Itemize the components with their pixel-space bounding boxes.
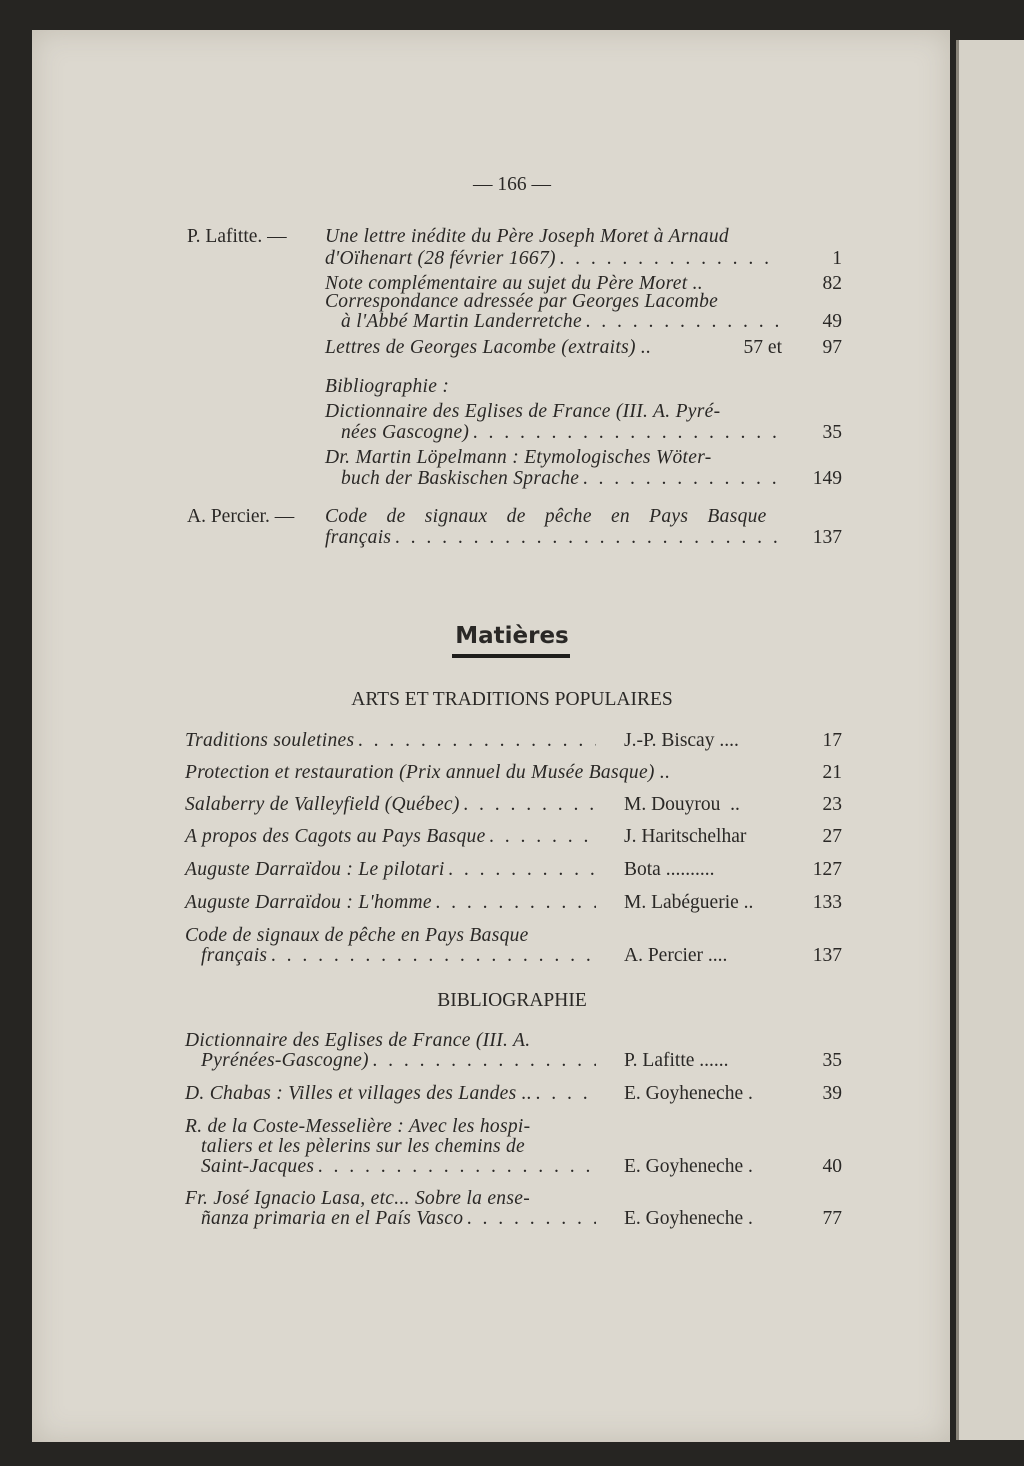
- page-ref: 82: [822, 273, 842, 294]
- entry-title-line: [201, 1136, 525, 1158]
- entry-title: nées Gascogne): [341, 422, 470, 443]
- dot-leader: [449, 859, 596, 881]
- entry-title-line: [185, 859, 600, 881]
- entry-title-line: [185, 925, 529, 947]
- entry-author: E. Goyheneche .: [624, 1083, 753, 1104]
- entry-author: M. Labéguerie ..: [624, 892, 754, 913]
- entry-title-line: [201, 1156, 600, 1178]
- dot-leader: [467, 1208, 596, 1230]
- author-name: P. Lafitte. —: [187, 226, 287, 247]
- entry-title-line: [185, 1083, 600, 1105]
- entry-title-line: [325, 527, 782, 549]
- page-ref: 149: [812, 468, 842, 489]
- entry-author: J. Haritschelhar: [624, 826, 747, 847]
- page-ref: 77: [822, 1208, 842, 1229]
- entry-title-line: [185, 730, 600, 752]
- entry-title: Dictionnaire des Eglises de France (III. A.: [185, 1030, 531, 1051]
- entry-author: P. Lafitte ......: [624, 1050, 729, 1071]
- page-ref: 1: [832, 248, 842, 269]
- page-ref: 133: [812, 892, 842, 913]
- subsection-heading: BIBLIOGRAPHIE: [437, 990, 587, 1011]
- page-ref: 35: [822, 422, 842, 443]
- dot-leader: [583, 468, 778, 490]
- page-ref: 127: [812, 859, 842, 880]
- entry-title: Auguste Darraïdou : Le pilotari: [185, 859, 445, 880]
- entry-title: Pyrénées-Gascogne): [201, 1050, 369, 1071]
- page-ref: 35: [822, 1050, 842, 1071]
- entry-title: Salaberry de Valleyfield (Québec): [185, 794, 460, 815]
- entry-title-line: [185, 794, 600, 816]
- entry-line: [325, 337, 782, 359]
- entry-title: buch der Baskischen Sprache: [341, 468, 580, 489]
- entry-title: français: [325, 527, 392, 548]
- dot-leader: [271, 945, 596, 967]
- entry-author: M. Douyrou ..: [624, 794, 740, 815]
- entry-title: Dictionnaire des Eglises de France (III. A. Pyré-: [325, 401, 721, 422]
- subsection-heading: ARTS ET TRADITIONS POPULAIRES: [351, 689, 673, 710]
- dot-leader: [490, 826, 596, 848]
- entry-title: Code de signaux de pêche en Pays Basque: [325, 506, 767, 527]
- entry-author: E. Goyheneche .: [624, 1208, 753, 1229]
- entry-title-line: [185, 1030, 530, 1052]
- entry-title-line: [341, 422, 782, 444]
- dot-leader: [473, 422, 778, 444]
- page-number: — 166 —: [473, 174, 551, 195]
- page-ref: 21: [822, 762, 842, 783]
- entry-author: A. Percier ....: [624, 945, 728, 966]
- entry-author: Bota ..........: [624, 859, 715, 880]
- entry-title: Traditions souletines: [185, 730, 355, 751]
- page-ref: 17: [822, 730, 842, 751]
- dot-leader: [586, 311, 778, 333]
- dot-leader: [373, 1050, 596, 1072]
- entry-title-line: [185, 826, 600, 848]
- page-ref-prefix: 57 et: [743, 337, 782, 358]
- dot-leader: [560, 248, 778, 270]
- entry-title-line: [185, 1116, 530, 1138]
- entry-title-line: [325, 248, 782, 270]
- entry-title: Lettres de Georges Lacombe (extraits) ..: [325, 337, 652, 358]
- entry-title: Saint-Jacques: [201, 1156, 315, 1177]
- entry-title: Note complémentaire au sujet du Père Moret ..: [325, 273, 703, 294]
- entry-title: Correspondance adressée par Georges Lacombe: [325, 291, 719, 312]
- bibliography-label: Bibliographie :: [325, 376, 450, 397]
- entry-title-line: [201, 1208, 600, 1230]
- entry-title: taliers et les pèlerins sur les chemins de: [201, 1136, 526, 1157]
- section-title-matieres: Matières: [455, 623, 569, 649]
- entry-title-line: [185, 762, 670, 784]
- entry-title: Protection et restauration (Prix annuel du Musée Basque) ..: [185, 762, 671, 783]
- page-ref: 97: [822, 337, 842, 358]
- entry-author: J.-P. Biscay ....: [624, 730, 739, 751]
- entry-title-line: [341, 468, 782, 490]
- dot-leader: [536, 1083, 596, 1105]
- page-ref: 39: [822, 1083, 842, 1104]
- page-ref: 27: [822, 826, 842, 847]
- page-ref: 137: [812, 945, 842, 966]
- dot-leader: [436, 892, 596, 914]
- title-underline: [452, 654, 570, 658]
- entry-title: Dr. Martin Löpelmann : Etymologisches Wöter-: [325, 447, 712, 468]
- entry-title-line: [185, 892, 600, 914]
- entry-author: E. Goyheneche .: [624, 1156, 753, 1177]
- entry-title: ñanza primaria en el País Vasco: [201, 1208, 464, 1229]
- entry-title: Fr. José Ignacio Lasa, etc... Sobre la ense-: [185, 1188, 530, 1209]
- entry-title-line: [201, 945, 600, 967]
- entry-title-line: [185, 1188, 530, 1210]
- page-ref: 137: [812, 527, 842, 548]
- page-ref: 40: [822, 1156, 842, 1177]
- entry-title-line: [201, 1050, 600, 1072]
- entry-title: A propos des Cagots au Pays Basque: [185, 826, 486, 847]
- page-ref: 49: [822, 311, 842, 332]
- dot-leader: [464, 794, 596, 816]
- entry-title: R. de la Coste-Messelière : Avec les hospi-: [185, 1116, 531, 1137]
- dot-leader: [358, 730, 596, 752]
- dot-leader: [395, 527, 778, 549]
- adjacent-page-edge: [956, 40, 1024, 1440]
- entry-title: d'Oïhenart (28 février 1667): [325, 248, 556, 269]
- page-ref: 23: [822, 794, 842, 815]
- entry-title: D. Chabas : Villes et villages des Landes ..: [185, 1083, 533, 1104]
- entry-title: à l'Abbé Martin Landerretche: [341, 311, 582, 332]
- entry-title: Code de signaux de pêche en Pays Basque: [185, 925, 529, 946]
- entry-title-line: [341, 311, 782, 333]
- entry-title: Auguste Darraïdou : L'homme: [185, 892, 432, 913]
- entry-title: Une lettre inédite du Père Joseph Moret à Arnaud: [325, 226, 729, 247]
- dot-leader: [318, 1156, 596, 1178]
- entry-title: français: [201, 945, 268, 966]
- author-name: A. Percier. —: [187, 506, 295, 527]
